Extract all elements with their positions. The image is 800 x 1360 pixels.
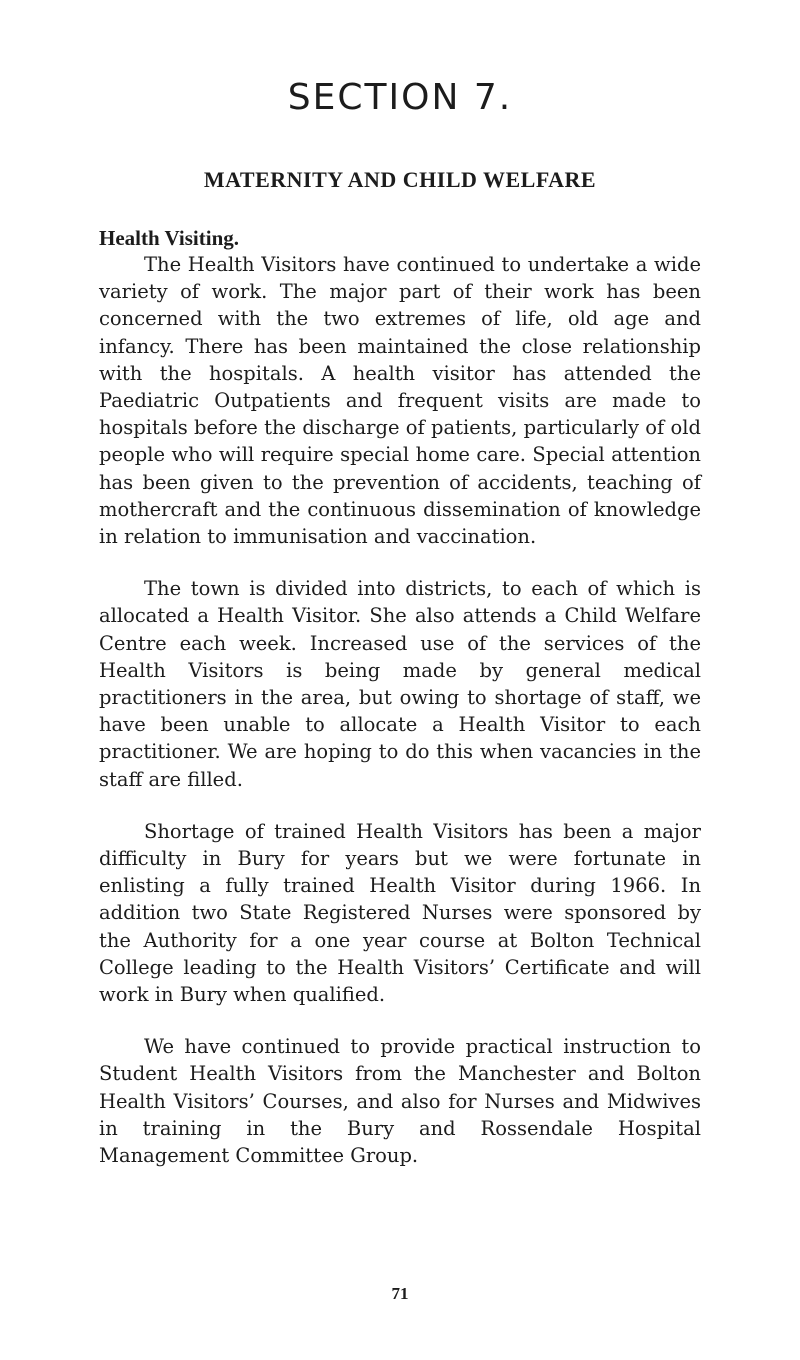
paragraph: Shortage of trained Health Visitors has been a major difficulty in Bury for years but we were fortunate in enlisting a fully trained Health Visitor during 1966. In addition two State Registered Nurses were sponsored by the Authority for a one year course at Bolton Technical College leading to the Health Visitors’ Certificate and will work in Bury when qualified. <box>99 819 701 1007</box>
section-heading: SECTION 7. <box>287 77 513 118</box>
subheading-health-visiting: Health Visiting. <box>99 226 240 250</box>
paragraph: The Health Visitors have continued to undertake a wide variety of work. The major part of their work has been concerned with the two extremes of life, old age and infancy. There has been maintained the close relationship with the hospitals. A health visitor has attended the Paediatric Outpatients and frequent visits are made to hospitals before the discharge of patients, particularly of old people who will require special home care. Special attention has been given to the prevention of accidents, teaching of mothercraft and the continuous dissemination of knowledge in relation to immunisation and vaccination. <box>99 253 701 549</box>
page-number: 71 <box>391 1284 409 1303</box>
paragraph: We have continued to provide practical instruction to Student Health Visitors from the Manchester and Bolton Health Visitors’ Courses, and also for Nurses and Midwives in training in the Bury and Rossendale Hospital Management Committee Group. <box>99 1035 701 1168</box>
paragraph: The town is divided into districts, to each of which is allocated a Health Visitor. She also attends a Child Welfare Centre each week. Increased use of the services of the Health Visitors is being made by general medical practitioners in the area, but owing to shortage of staff, we have been unable to allocate a Health Visitor to each practitioner. We are hoping to do this when vacancies in the staff are filled. <box>99 577 701 791</box>
page-title: MATERNITY AND CHILD WELFARE <box>203 167 597 192</box>
body-text <box>99 251 701 1194</box>
